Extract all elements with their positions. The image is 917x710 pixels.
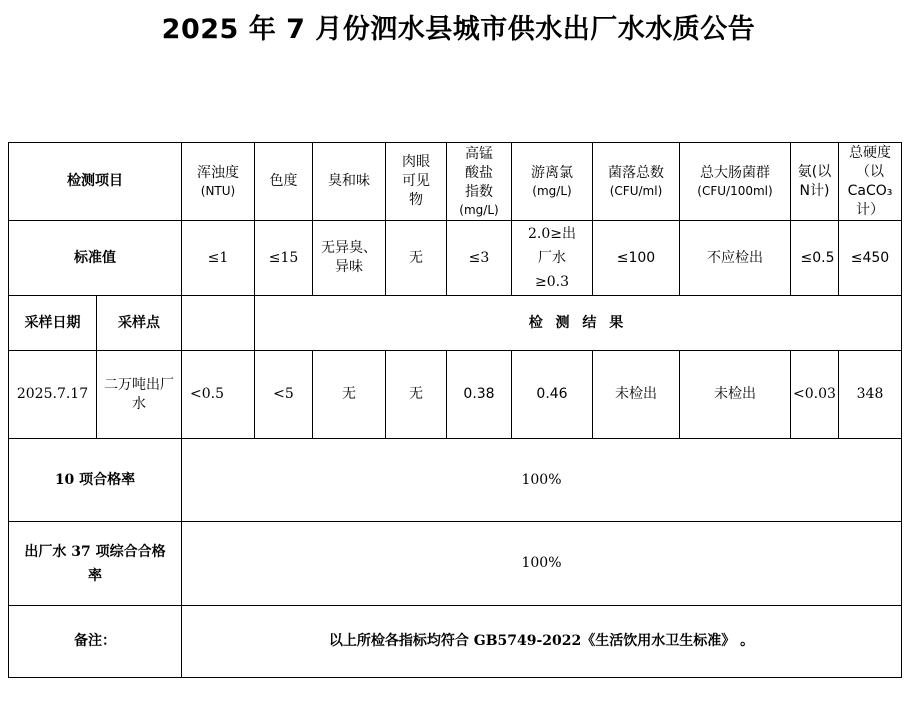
col-permanganate-name: 高锰酸盐指数: [465, 146, 493, 200]
standard-label: 标准值: [9, 221, 182, 296]
sample-date: 2025.7.17: [9, 351, 97, 439]
standard-value-chlorine: 2.0≥出厂水≥0.3: [528, 226, 576, 290]
result-value: 无: [313, 351, 386, 439]
col-colony-count: [593, 143, 680, 221]
sampling-header-row: [9, 296, 902, 351]
sampling-point-label: 采样点: [97, 296, 182, 351]
result-value: 未检出: [593, 351, 680, 439]
sample-point: [97, 351, 182, 439]
result-value: <5: [255, 351, 313, 439]
standard-value: [791, 221, 839, 296]
standard-value: ≤100: [593, 221, 680, 296]
standard-value: 无: [386, 221, 447, 296]
col-ammonia-name: 氨(以N计): [797, 163, 832, 199]
result-value: 0.46: [512, 351, 593, 439]
standard-value: ≤3: [447, 221, 512, 296]
standard-value-odor: 无异臭、异味: [321, 240, 377, 275]
col-hardness-name: 总硬度（以CaCO₃计）: [847, 144, 893, 218]
sampling-date-label: 采样日期: [9, 296, 97, 351]
col-odor: 臭和味: [313, 143, 386, 221]
sample-point-name: 二万吨出厂水: [104, 376, 174, 412]
pass-rate-37-label: [9, 522, 182, 606]
result-value: <0.03: [791, 351, 839, 439]
standard-value: [313, 221, 386, 296]
result-value: 348: [839, 351, 902, 439]
remarks-text: 以上所检各指标均符合 GB5749-2022《生活饮用水卫生标准》 。: [182, 606, 902, 678]
col-permanganate: [447, 143, 512, 221]
standard-value-ammonia: ≤0.5: [800, 250, 835, 266]
col-turbidity: [182, 143, 255, 221]
remarks-label: 备注：: [9, 606, 182, 678]
col-permanganate-unit: (mg/L): [459, 203, 499, 217]
col-colony-count-unit: (CFU/ml): [609, 184, 663, 198]
standard-value: ≤450: [839, 221, 902, 296]
col-coliform-name: 总大肠菌群: [700, 165, 770, 181]
col-free-chlorine-name: 游离氯: [531, 165, 573, 181]
standard-value: 不应检出: [680, 221, 791, 296]
pass-rate-37-row: [9, 522, 902, 606]
standard-value: [512, 221, 593, 296]
result-value: <0.5: [182, 351, 255, 439]
col-turbidity-name: 浑浊度: [197, 165, 239, 181]
standard-value: ≤1: [182, 221, 255, 296]
col-coliform: [680, 143, 791, 221]
page-title: 2025 年 7 月份泗水县城市供水出厂水水质公告: [161, 14, 756, 45]
result-value: 无: [386, 351, 447, 439]
col-coliform-unit: (CFU/100ml): [697, 184, 773, 198]
standard-value: ≤15: [255, 221, 313, 296]
pass-rate-10-label: 10 项合格率: [9, 439, 182, 522]
header-row: [9, 143, 902, 221]
empty-cell: [182, 296, 255, 351]
pass-rate-10-value: 100%: [182, 439, 902, 522]
item-label: 检测项目: [9, 143, 182, 221]
result-value: 未检出: [680, 351, 791, 439]
col-turbidity-unit: (NTU): [200, 184, 236, 198]
remarks-row: [9, 606, 902, 678]
results-label: 检 测 结 果: [255, 296, 902, 351]
pass-rate-37-label-text: 出厂水 37 项综合合格率: [24, 543, 166, 584]
col-color: 色度: [255, 143, 313, 221]
pass-rate-10-row: [9, 439, 902, 522]
col-visible-matter: [386, 143, 447, 221]
pass-rate-37-value: 100%: [182, 522, 902, 606]
col-visible-matter-name: 肉眼可见物: [402, 154, 430, 208]
standard-row: [9, 221, 902, 296]
col-colony-count-name: 菌落总数: [608, 165, 664, 181]
col-free-chlorine: [512, 143, 593, 221]
col-hardness: [839, 143, 902, 221]
water-quality-table: [8, 142, 902, 678]
col-ammonia: [791, 143, 839, 221]
col-free-chlorine-unit: (mg/L): [532, 184, 572, 198]
sample-row: [9, 351, 902, 439]
result-value: 0.38: [447, 351, 512, 439]
